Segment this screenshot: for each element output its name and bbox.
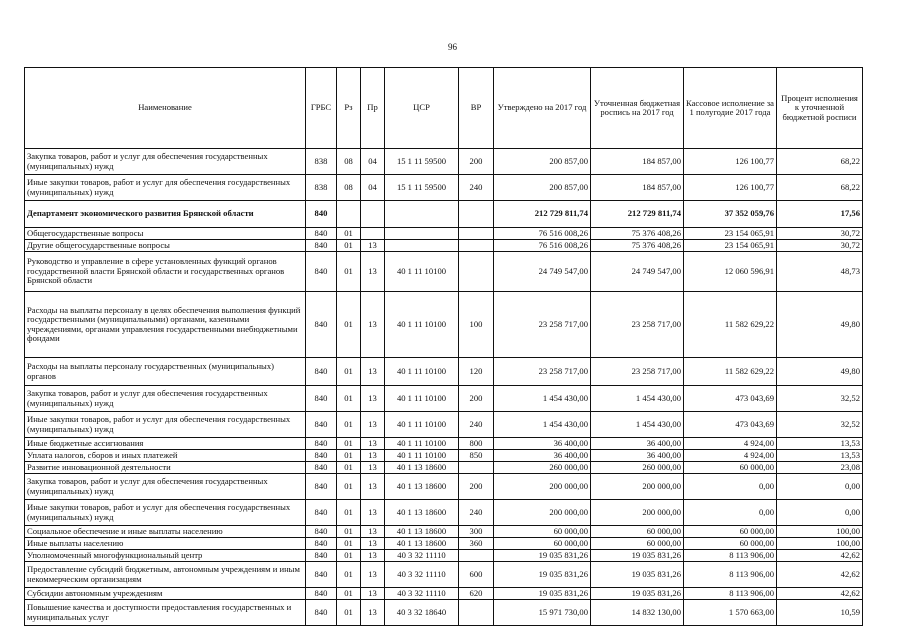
row-name: Закупка товаров, работ и услуг для обеспечения государственных (муниципальных) нужд xyxy=(25,149,306,175)
header-grbs: ГРБС xyxy=(306,68,337,149)
row-refined: 14 832 130,00 xyxy=(591,600,684,626)
row-name: Уполномоченный многофункциональный центр xyxy=(25,550,306,562)
row-grbs: 840 xyxy=(306,438,337,450)
row-cash: 4 924,00 xyxy=(684,438,777,450)
row-cash: 126 100,77 xyxy=(684,175,777,201)
row-grbs: 840 xyxy=(306,462,337,474)
row-percent: 32,52 xyxy=(777,412,863,438)
row-rz: 01 xyxy=(337,462,361,474)
row-vr xyxy=(459,252,494,292)
row-name: Расходы на выплаты персоналу государственных (муниципальных) органов xyxy=(25,358,306,386)
table-row xyxy=(25,175,863,201)
row-percent: 49,80 xyxy=(777,358,863,386)
row-csr: 40 1 11 10100 xyxy=(385,386,459,412)
row-cash: 11 582 629,22 xyxy=(684,292,777,358)
row-grbs: 840 xyxy=(306,500,337,526)
row-grbs: 840 xyxy=(306,228,337,240)
row-approved: 200 000,00 xyxy=(494,500,591,526)
row-pr: 13 xyxy=(361,562,385,588)
row-approved: 36 400,00 xyxy=(494,438,591,450)
row-name: Иные закупки товаров, работ и услуг для обеспечения государственных (муниципальных) нужд xyxy=(25,175,306,201)
row-cash: 8 113 906,00 xyxy=(684,562,777,588)
row-grbs: 838 xyxy=(306,149,337,175)
row-grbs: 838 xyxy=(306,175,337,201)
table-row xyxy=(25,149,863,175)
row-cash: 23 154 065,91 xyxy=(684,240,777,252)
row-csr: 40 1 11 10100 xyxy=(385,438,459,450)
row-csr: 40 3 32 18640 xyxy=(385,600,459,626)
row-refined: 24 749 547,00 xyxy=(591,252,684,292)
row-approved: 76 516 008,26 xyxy=(494,240,591,252)
row-refined: 200 000,00 xyxy=(591,500,684,526)
row-grbs: 840 xyxy=(306,201,337,228)
row-rz: 08 xyxy=(337,149,361,175)
row-name: Департамент экономического развития Брянской области xyxy=(25,201,306,228)
table-row xyxy=(25,252,863,292)
row-percent: 68,22 xyxy=(777,175,863,201)
row-cash: 12 060 596,91 xyxy=(684,252,777,292)
row-grbs: 840 xyxy=(306,588,337,600)
row-percent: 17,56 xyxy=(777,201,863,228)
row-vr: 300 xyxy=(459,526,494,538)
header-vr: ВР xyxy=(459,68,494,149)
row-percent: 49,80 xyxy=(777,292,863,358)
row-cash: 473 043,69 xyxy=(684,412,777,438)
row-approved: 60 000,00 xyxy=(494,526,591,538)
row-percent: 30,72 xyxy=(777,228,863,240)
row-refined: 36 400,00 xyxy=(591,450,684,462)
row-cash: 37 352 059,76 xyxy=(684,201,777,228)
row-cash: 0,00 xyxy=(684,500,777,526)
table-row xyxy=(25,462,863,474)
row-approved: 24 749 547,00 xyxy=(494,252,591,292)
row-pr: 13 xyxy=(361,438,385,450)
row-approved: 1 454 430,00 xyxy=(494,412,591,438)
row-refined: 1 454 430,00 xyxy=(591,412,684,438)
row-percent: 13,53 xyxy=(777,438,863,450)
row-name: Субсидии автономным учреждениям xyxy=(25,588,306,600)
row-name: Социальное обеспечение и иные выплаты населению xyxy=(25,526,306,538)
table-row xyxy=(25,438,863,450)
row-approved: 60 000,00 xyxy=(494,538,591,550)
row-percent: 0,00 xyxy=(777,474,863,500)
row-csr: 40 1 13 18600 xyxy=(385,500,459,526)
table-row xyxy=(25,526,863,538)
row-pr: 13 xyxy=(361,292,385,358)
row-cash: 1 570 663,00 xyxy=(684,600,777,626)
row-rz: 01 xyxy=(337,240,361,252)
row-approved: 19 035 831,26 xyxy=(494,588,591,600)
row-cash: 0,00 xyxy=(684,474,777,500)
row-vr: 800 xyxy=(459,438,494,450)
row-vr xyxy=(459,462,494,474)
table-row xyxy=(25,292,863,358)
row-vr: 240 xyxy=(459,500,494,526)
row-csr: 40 3 32 11110 xyxy=(385,562,459,588)
row-approved: 1 454 430,00 xyxy=(494,386,591,412)
row-grbs: 840 xyxy=(306,562,337,588)
row-vr: 240 xyxy=(459,175,494,201)
row-pr: 13 xyxy=(361,500,385,526)
row-cash: 23 154 065,91 xyxy=(684,228,777,240)
row-grbs: 840 xyxy=(306,538,337,550)
row-vr: 100 xyxy=(459,292,494,358)
table-row xyxy=(25,412,863,438)
row-name: Другие общегосударственные вопросы xyxy=(25,240,306,252)
row-cash: 11 582 629,22 xyxy=(684,358,777,386)
row-name: Закупка товаров, работ и услуг для обеспечения государственных (муниципальных) нужд xyxy=(25,386,306,412)
row-cash: 8 113 906,00 xyxy=(684,550,777,562)
row-vr xyxy=(459,201,494,228)
row-refined: 19 035 831,26 xyxy=(591,588,684,600)
row-cash: 8 113 906,00 xyxy=(684,588,777,600)
row-csr: 40 1 13 18600 xyxy=(385,526,459,538)
row-refined: 260 000,00 xyxy=(591,462,684,474)
row-percent: 48,73 xyxy=(777,252,863,292)
row-refined: 200 000,00 xyxy=(591,474,684,500)
header-csr: ЦСР xyxy=(385,68,459,149)
row-rz: 01 xyxy=(337,292,361,358)
row-name: Иные закупки товаров, работ и услуг для обеспечения государственных (муниципальных) нужд xyxy=(25,500,306,526)
row-refined: 23 258 717,00 xyxy=(591,292,684,358)
row-grbs: 840 xyxy=(306,600,337,626)
row-vr: 620 xyxy=(459,588,494,600)
row-rz: 01 xyxy=(337,438,361,450)
row-grbs: 840 xyxy=(306,526,337,538)
row-pr: 13 xyxy=(361,358,385,386)
row-vr xyxy=(459,228,494,240)
header-refined: Уточненная бюджетная роспись на 2017 год xyxy=(591,68,684,149)
row-rz: 01 xyxy=(337,386,361,412)
row-rz: 01 xyxy=(337,474,361,500)
row-vr: 850 xyxy=(459,450,494,462)
row-cash: 126 100,77 xyxy=(684,149,777,175)
table-row xyxy=(25,358,863,386)
row-name: Уплата налогов, сборов и иных платежей xyxy=(25,450,306,462)
row-rz: 01 xyxy=(337,526,361,538)
row-grbs: 840 xyxy=(306,474,337,500)
row-csr: 40 1 11 10100 xyxy=(385,292,459,358)
row-pr xyxy=(361,201,385,228)
row-rz: 01 xyxy=(337,588,361,600)
row-pr: 13 xyxy=(361,526,385,538)
row-percent: 42,62 xyxy=(777,562,863,588)
row-csr: 40 1 13 18600 xyxy=(385,474,459,500)
row-percent: 68,22 xyxy=(777,149,863,175)
table-row xyxy=(25,240,863,252)
row-grbs: 840 xyxy=(306,292,337,358)
row-percent: 32,52 xyxy=(777,386,863,412)
row-vr xyxy=(459,240,494,252)
row-cash: 473 043,69 xyxy=(684,386,777,412)
row-approved: 260 000,00 xyxy=(494,462,591,474)
row-csr xyxy=(385,228,459,240)
row-name: Расходы на выплаты персоналу в целях обеспечения выполнения функций государственными (муниципальными) органами, казенными учреждениями, органами управления государственными внебюджетными фондами xyxy=(25,292,306,358)
header-rz: Рз xyxy=(337,68,361,149)
row-percent: 23,08 xyxy=(777,462,863,474)
row-name: Иные бюджетные ассигнования xyxy=(25,438,306,450)
header-approved: Утверждено на 2017 год xyxy=(494,68,591,149)
row-vr: 240 xyxy=(459,412,494,438)
row-refined: 75 376 408,26 xyxy=(591,228,684,240)
row-approved: 15 971 730,00 xyxy=(494,600,591,626)
header-cash: Кассовое исполнение за 1 полугодие 2017 года xyxy=(684,68,777,149)
row-cash: 60 000,00 xyxy=(684,462,777,474)
row-percent: 100,00 xyxy=(777,538,863,550)
row-name: Руководство и управление в сфере установленных функций органов государственной власти Брянской области и государственных органов Брянской области xyxy=(25,252,306,292)
row-approved: 200 857,00 xyxy=(494,175,591,201)
row-refined: 60 000,00 xyxy=(591,526,684,538)
table-header-row xyxy=(25,68,863,149)
row-percent: 42,62 xyxy=(777,588,863,600)
row-name: Закупка товаров, работ и услуг для обеспечения государственных (муниципальных) нужд xyxy=(25,474,306,500)
budget-execution-table xyxy=(24,67,863,626)
row-refined: 184 857,00 xyxy=(591,175,684,201)
row-rz: 01 xyxy=(337,412,361,438)
table-row xyxy=(25,450,863,462)
row-refined: 75 376 408,26 xyxy=(591,240,684,252)
row-pr: 13 xyxy=(361,474,385,500)
row-refined: 1 454 430,00 xyxy=(591,386,684,412)
row-grbs: 840 xyxy=(306,358,337,386)
row-vr: 200 xyxy=(459,474,494,500)
table-row xyxy=(25,600,863,626)
row-percent: 30,72 xyxy=(777,240,863,252)
row-pr: 13 xyxy=(361,550,385,562)
row-name: Развитие инновационной деятельности xyxy=(25,462,306,474)
row-csr xyxy=(385,240,459,252)
row-pr: 13 xyxy=(361,386,385,412)
row-pr: 13 xyxy=(361,600,385,626)
row-pr: 13 xyxy=(361,462,385,474)
row-rz: 08 xyxy=(337,175,361,201)
table-row-department xyxy=(25,201,863,228)
row-percent: 100,00 xyxy=(777,526,863,538)
row-refined: 19 035 831,26 xyxy=(591,550,684,562)
row-name: Иные выплаты населению xyxy=(25,538,306,550)
table-row xyxy=(25,562,863,588)
row-vr: 360 xyxy=(459,538,494,550)
row-csr: 40 1 13 18600 xyxy=(385,462,459,474)
row-cash: 4 924,00 xyxy=(684,450,777,462)
table-row xyxy=(25,550,863,562)
header-pr: Пр xyxy=(361,68,385,149)
table-row xyxy=(25,500,863,526)
row-csr: 40 3 32 11110 xyxy=(385,588,459,600)
row-refined: 36 400,00 xyxy=(591,438,684,450)
row-csr: 15 1 11 59500 xyxy=(385,149,459,175)
row-pr: 13 xyxy=(361,252,385,292)
row-grbs: 840 xyxy=(306,450,337,462)
row-vr: 600 xyxy=(459,562,494,588)
row-refined: 60 000,00 xyxy=(591,538,684,550)
row-approved: 23 258 717,00 xyxy=(494,358,591,386)
row-csr: 40 1 11 10100 xyxy=(385,450,459,462)
row-rz xyxy=(337,201,361,228)
row-approved: 212 729 811,74 xyxy=(494,201,591,228)
row-vr: 120 xyxy=(459,358,494,386)
row-csr: 40 1 13 18600 xyxy=(385,538,459,550)
row-pr: 04 xyxy=(361,175,385,201)
table-row xyxy=(25,474,863,500)
row-approved: 200 857,00 xyxy=(494,149,591,175)
row-rz: 01 xyxy=(337,600,361,626)
row-rz: 01 xyxy=(337,252,361,292)
row-pr: 04 xyxy=(361,149,385,175)
row-name: Общегосударственные вопросы xyxy=(25,228,306,240)
row-rz: 01 xyxy=(337,450,361,462)
row-rz: 01 xyxy=(337,500,361,526)
row-vr: 200 xyxy=(459,386,494,412)
row-refined: 212 729 811,74 xyxy=(591,201,684,228)
row-vr xyxy=(459,600,494,626)
row-approved: 200 000,00 xyxy=(494,474,591,500)
page-number: 96 xyxy=(448,42,457,52)
row-csr: 40 1 11 10100 xyxy=(385,358,459,386)
row-grbs: 840 xyxy=(306,550,337,562)
row-refined: 19 035 831,26 xyxy=(591,562,684,588)
row-grbs: 840 xyxy=(306,412,337,438)
row-pr: 13 xyxy=(361,412,385,438)
row-pr: 13 xyxy=(361,588,385,600)
row-pr: 13 xyxy=(361,538,385,550)
row-approved: 19 035 831,26 xyxy=(494,562,591,588)
row-percent: 10,59 xyxy=(777,600,863,626)
row-csr: 15 1 11 59500 xyxy=(385,175,459,201)
row-percent: 42,62 xyxy=(777,550,863,562)
row-vr: 200 xyxy=(459,149,494,175)
table-row xyxy=(25,386,863,412)
table-row xyxy=(25,538,863,550)
header-percent: Процент исполнения к уточненной бюджетной росписи xyxy=(777,68,863,149)
table-row xyxy=(25,588,863,600)
header-name: Наименование xyxy=(25,68,306,149)
row-percent: 13,53 xyxy=(777,450,863,462)
row-cash: 60 000,00 xyxy=(684,538,777,550)
row-rz: 01 xyxy=(337,538,361,550)
row-csr: 40 1 11 10100 xyxy=(385,412,459,438)
row-approved: 23 258 717,00 xyxy=(494,292,591,358)
row-refined: 23 258 717,00 xyxy=(591,358,684,386)
row-cash: 60 000,00 xyxy=(684,526,777,538)
row-name: Иные закупки товаров, работ и услуг для обеспечения государственных (муниципальных) нужд xyxy=(25,412,306,438)
row-percent: 0,00 xyxy=(777,500,863,526)
row-pr xyxy=(361,228,385,240)
row-grbs: 840 xyxy=(306,240,337,252)
row-pr: 13 xyxy=(361,240,385,252)
row-csr xyxy=(385,201,459,228)
row-approved: 19 035 831,26 xyxy=(494,550,591,562)
row-rz: 01 xyxy=(337,228,361,240)
row-pr: 13 xyxy=(361,450,385,462)
row-grbs: 840 xyxy=(306,252,337,292)
row-csr: 40 3 32 11110 xyxy=(385,550,459,562)
row-rz: 01 xyxy=(337,562,361,588)
row-approved: 36 400,00 xyxy=(494,450,591,462)
row-grbs: 840 xyxy=(306,386,337,412)
row-refined: 184 857,00 xyxy=(591,149,684,175)
row-vr xyxy=(459,550,494,562)
row-approved: 76 516 008,26 xyxy=(494,228,591,240)
row-rz: 01 xyxy=(337,358,361,386)
row-csr: 40 1 11 10100 xyxy=(385,252,459,292)
table-row xyxy=(25,228,863,240)
row-rz: 01 xyxy=(337,550,361,562)
row-name: Предоставление субсидий бюджетным, автономным учреждениям и иным некоммерческим организациям xyxy=(25,562,306,588)
row-name: Повышение качества и доступности предоставления государственных и муниципальных услуг xyxy=(25,600,306,626)
